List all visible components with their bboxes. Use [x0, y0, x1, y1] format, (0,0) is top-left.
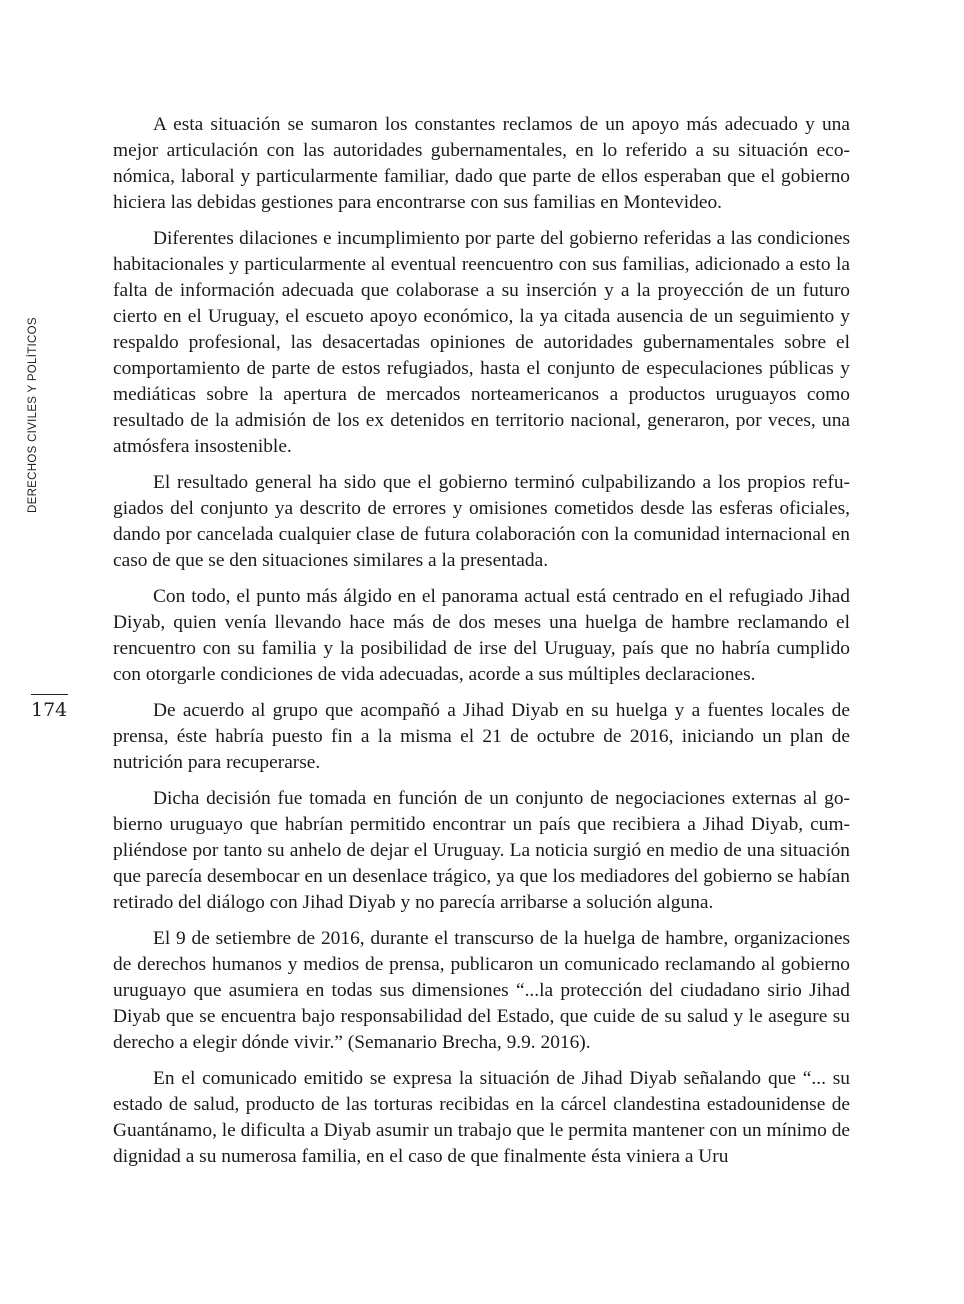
- paragraph: En el comunicado emitido se expresa la situación de Jihad Diyab señalando que “... su estado de salud, producto de las torturas recibidas en la cárcel clandestina estadounidense de Guantánamo, le dificulta a Diyab asumir un trabajo que le permita mantener con un mínimo de dignidad a su numerosa familia, en el caso de que finalmente ésta viniera a Uru: [113, 1068, 850, 1167]
- page-number: 174: [31, 699, 68, 721]
- paragraph: De acuerdo al grupo que acompañó a Jihad Diyab en su huelga y a fuentes locales de prensa, éste habría puesto fin a la misma el 21 de octubre de 2016, iniciando un plan de nutrición para recuperarse.: [113, 700, 850, 773]
- body-text: [113, 112, 850, 1180]
- page-number-rule: [31, 694, 68, 695]
- paragraph: El 9 de setiembre de 2016, durante el transcurso de la huelga de hambre, organizaciones de derechos humanos y medios de prensa, publicaron un comunicado reclamando al gobierno uruguayo que asumiera en todas sus dimensiones “...la protección del ciudadano sirio Jihad Diyab que se encuentra bajo responsabilidad del Estado, que cuide de su salud y le asegure su derecho a elegir dónde vivir.” (Semanario Brecha, 9.9. 2016).: [113, 928, 850, 1053]
- paragraph: Diferentes dilaciones e incumplimiento por parte del gobierno referidas a las condiciones habitacionales y particularmente al eventual reencuentro con sus familias, adicionado a esto la falta de información adecuada que colaborase a su inserción y a la proyección de un futuro cierto en el Uruguay, el escueto apoyo económico, la ya citada ausencia de un seguimiento y respaldo profesional, las desacertadas opiniones de autoridades gubernamentales sobre el comportamiento de parte de estos refugiados, hasta el conjunto de especulaciones públicas y mediáticas sobre la apertura de mercados norteamericanos a productos uruguayos como resultado de la admisión de los ex detenidos en territorio nacional, generaron, por veces, una atmósfera insostenible.: [113, 228, 850, 457]
- section-side-label: DERECHOS CIVILES Y POLÍTICOS: [27, 317, 39, 513]
- paragraph: Dicha decisión fue tomada en función de un conjunto de negociaciones externas al gobierno uruguayo que habrían permitido encontrar un país que recibiera a Jihad Diyab, cumpliéndose por tanto su anhelo de dejar el Uruguay. La noticia surgió en medio de una situación que parecía desembocar en un desenlace trágico, ya que los mediadores del gobierno se habían retirado del diálogo con Jihad Diyab y no parecía arribarse a solución alguna.: [113, 788, 850, 913]
- paragraph: Con todo, el punto más álgido en el panorama actual está centrado en el refugiado Jihad Diyab, quien venía llevando hace más de dos meses una huelga de hambre reclamando el rencuentro con su familia y la posibilidad de irse del Uruguay, país que no habría cumplido con otorgarle condiciones de vida adecuadas, acorde a sus múltiples declaraciones.: [113, 586, 850, 685]
- paragraph: A esta situación se sumaron los constantes reclamos de un apoyo más adecuado y una mejor articulación con las autoridades gubernamentales, en lo referido a su situación económica, laboral y particularmente familiar, dado que parte de ellos esperaban que el gobierno hiciera las debidas gestiones para encontrarse con sus familias en Montevideo.: [113, 114, 850, 213]
- paragraph: El resultado general ha sido que el gobierno terminó culpabilizando a los propios refugiados del conjunto ya descrito de errores y omisiones cometidos desde las esferas oficiales, dando por cancelada cualquier clase de futura colaboración con la comunidad internacional en caso de que se den situaciones similares a la presentada.: [113, 472, 850, 571]
